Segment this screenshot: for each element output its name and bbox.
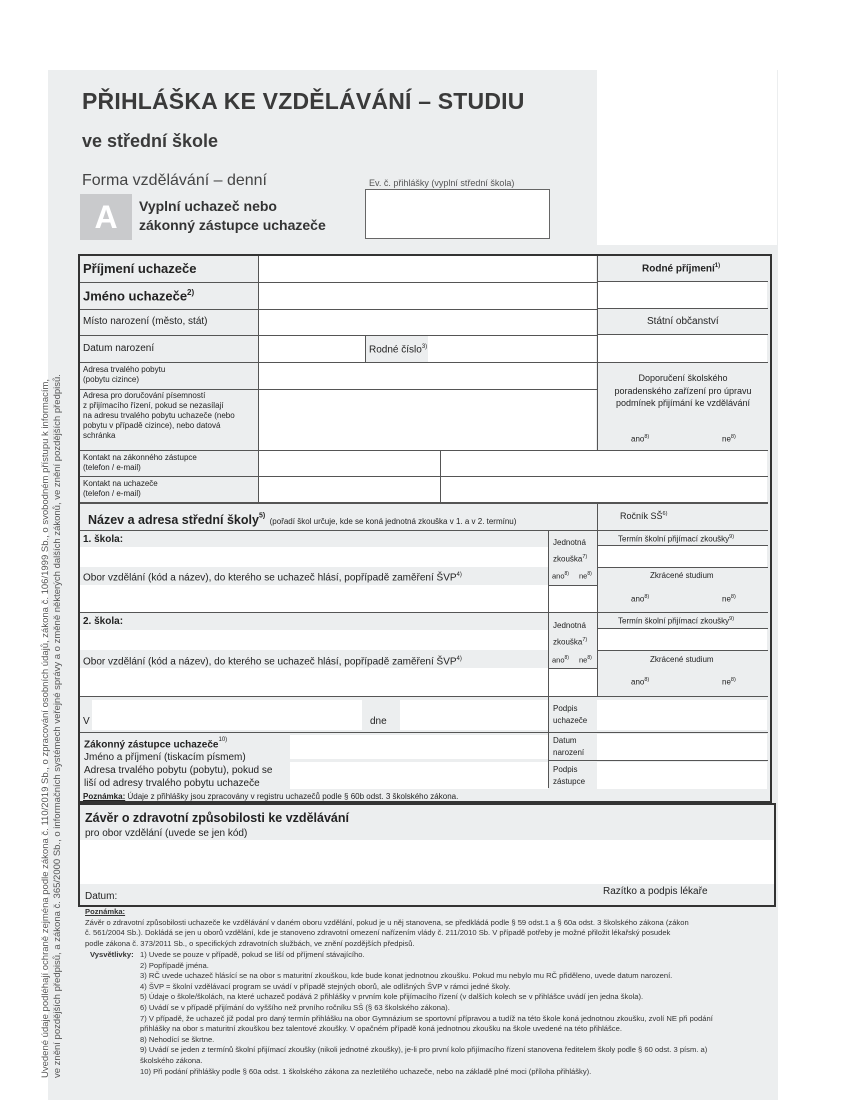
registry-note-text: Údaje z přihlášky jsou zpracovány v registru uchazečů podle § 60b odst. 3 školského zákona. [127, 792, 459, 801]
school2-input[interactable] [80, 630, 548, 650]
school1-joint-exam-label [553, 536, 587, 567]
ev-number-label: Ev. č. přihlášky (vyplní střední škola) [369, 178, 515, 188]
explanation-item: 8) Nehodící se škrtne. [140, 1034, 215, 1044]
footnote-ref: 3) [421, 344, 428, 350]
birth-number-label [369, 344, 427, 355]
ano-text: ano [631, 594, 645, 604]
explanations-list [140, 950, 780, 1077]
birth-number-text: Rodné číslo [369, 344, 422, 356]
footnote-ref: 8) [644, 434, 650, 440]
place-label: V [83, 716, 90, 727]
footnote-ref: 7) [582, 637, 588, 643]
row-divider [80, 282, 598, 283]
birthdate-input[interactable] [259, 336, 365, 362]
delivery-line4: pobytu v případě cizince), nebo datová [83, 421, 221, 430]
footnote-ref: 9) [729, 534, 735, 540]
rocnik-text: Ročník SŠ [620, 511, 663, 521]
school-order-note: (pořadí škol určuje, kde se koná jednotná zkouška v 1. a v 2. termínu) [269, 517, 517, 526]
joint-exam-line1: Jednotná [553, 538, 586, 547]
doctor-stamp-label: Razítko a podpis lékaře [603, 886, 708, 897]
ano-text: ano [631, 677, 645, 687]
recommendation-ano-option[interactable] [631, 432, 649, 445]
birthdate-line2: narození [553, 748, 585, 757]
vysvetlivky-label: Vysvětlivky: [90, 950, 134, 959]
row-divider [548, 760, 768, 761]
explanation-item: 10) Při podání přihlášky podle § 60a odst. 1 školského zákona za nezletilého uchazeče, nebo na základě plné moci (příloha přihlášky). [140, 1066, 592, 1076]
school2-joint-exam-label [553, 619, 587, 650]
birthplace-label: Místo narození (město, stát) [83, 316, 208, 327]
explanation-item: školského zákona. [140, 1055, 203, 1065]
school2-exam-date-label [618, 614, 734, 627]
footnote-ref: 8) [587, 655, 592, 661]
delivery-line5: schránka [83, 431, 116, 440]
contact-guardian-line2: (telefon / e-mail) [83, 463, 141, 472]
school1-shortened-study-label: Zkrácené studium [650, 571, 714, 580]
birth-surname-label [642, 263, 720, 274]
row-divider [80, 502, 768, 504]
side-note-line1: Uvedené údaje podléhají ochraně zejména podle zákona č. 110/2019 Sb., o zpracování osobních údajů, zákona č. 106/1999 Sb., o svobodném přístupu k informacím, [40, 378, 51, 1078]
joint-exam-line2: zkouška [553, 554, 583, 564]
obor2-input[interactable] [80, 668, 597, 696]
school2-shortened-study-label: Zkrácené studium [650, 655, 714, 664]
forma-vzdelavani: Forma vzdělávání – denní [82, 172, 267, 189]
citizenship-label: Státní občanství [647, 316, 719, 327]
signature-line2: uchazeče [553, 716, 588, 725]
rocnik-label [620, 511, 667, 521]
registry-note [83, 792, 458, 802]
footnote-ref: 8) [644, 677, 650, 683]
guardian-name-label: Jméno a příjmení (tiskacím písmem) [84, 752, 246, 764]
delivery-address-label [83, 391, 235, 441]
row-divider [598, 308, 768, 309]
birth-number-input[interactable] [428, 336, 596, 362]
permanent-address-line1: Adresa trvalého pobytu [83, 365, 166, 374]
col-divider [597, 503, 598, 696]
school1-shortened-ano[interactable] [631, 592, 649, 605]
footnote-ref: 2) [187, 288, 195, 297]
contact-guardian-input-2[interactable] [441, 451, 767, 476]
explanation-item: 3) RČ uvede uchazeč hlásící se na obor s maturitní zkouškou, kde bude konat jednotnou zkoušku. Pokud mu nebylo mu RČ přiděleno, uvede datum narození. [140, 971, 673, 981]
fill-by-line2: zákonný zástupce uchazeče [139, 217, 326, 233]
school1-joint-ne[interactable] [579, 570, 592, 581]
footnotes [85, 907, 775, 949]
citizenship-input[interactable] [598, 334, 767, 362]
footnote-ref: 1) [714, 263, 721, 269]
explanation-item: 5) Údaje o škole/školách, na které uchazeč podává 2 přihlášky v prvním kole přijímacího řízení (v dalších kolech se v přihlášce uvádí jen jedna škola). [140, 992, 644, 1002]
footnote-ref: 10) [218, 737, 228, 743]
explanation-item: 7) V případě, že uchazeč již podal pro daný termín přihlášku na obor Gymnázium se sportovní přípravou a tudíž na této škole koná jednotnou zkoušku, zvolí NE při podání [140, 1013, 713, 1023]
fill-by-note [139, 197, 369, 235]
side-note-line2: ve znění pozdějších předpisů, a zákona č. 365/2000 Sb., o informačních systémech veřejné správy a o změně některých dalších zákonů, ve znění pozdějších předpisů. [51, 374, 63, 1078]
school1-input[interactable] [80, 547, 548, 567]
place-input[interactable] [92, 700, 362, 730]
school1-exam-date-label [618, 532, 734, 545]
firstname-text: Jméno uchazeče [83, 288, 188, 304]
row-divider [80, 389, 598, 390]
row-divider [598, 650, 768, 651]
ano-text: ano [552, 571, 565, 581]
contact-guardian-label [83, 453, 197, 473]
guardian-address-input[interactable] [290, 762, 548, 789]
school1-joint-ano[interactable] [552, 570, 569, 581]
col-divider [548, 530, 549, 788]
footnote-ref: 8) [564, 571, 569, 577]
row-divider [80, 612, 768, 613]
footnote-ref: 8) [587, 571, 592, 577]
footnote-ref: 9) [729, 616, 735, 622]
side-legal-note [40, 288, 63, 1078]
guardian-signature-line1: Podpis [553, 765, 578, 774]
col-divider [597, 256, 598, 450]
explanation-item: 4) ŠVP = školní vzdělávací program se uvádí v případě stejných oborů, ale odlišných ŠVP v rámci jedné školy. [140, 981, 511, 991]
explanation-item: 9) Uvádí se jeden z termínů školní přijímací zkoušky (nikoli jednotné zkoušky), je-li pro první kolo přijímacího řízení stanovena ředitelem školy podle § 60 odst. 3 písm. a) [140, 1045, 708, 1055]
surname-label: Příjmení uchazeče [83, 261, 197, 276]
guardian-name-input[interactable] [290, 735, 548, 759]
date-label: dne [370, 716, 387, 727]
guardian-address-label: Adresa trvalého pobytu (pobytu), pokud se [84, 765, 273, 777]
guardian-signature-field[interactable] [597, 762, 767, 789]
birth-surname-text: Rodné příjmení [642, 263, 715, 275]
health-certificate-field[interactable] [80, 840, 774, 884]
row-divider [80, 732, 768, 733]
delivery-address-input[interactable] [259, 390, 596, 450]
guardian-signature-line2: zástupce [553, 777, 586, 786]
contact-guardian-input[interactable] [259, 451, 440, 476]
row-divider [598, 334, 768, 335]
fill-by-line1: Vyplní uchazeč nebo [139, 198, 277, 214]
joint-exam-line2: zkouška [553, 637, 583, 647]
footnote-ref: 4) [456, 656, 462, 662]
permanent-address-line2: (pobytu cizince) [83, 375, 140, 384]
ne-text: ne [579, 655, 588, 665]
school1-shortened-ne[interactable] [722, 592, 736, 605]
school2-obor-label [83, 656, 462, 667]
birthdate-label: Datum narození [83, 343, 155, 354]
birth-surname-input[interactable] [598, 281, 767, 308]
guardian-signature-label [553, 764, 585, 788]
firstname-input[interactable] [259, 283, 596, 309]
ne-text: ne [722, 434, 731, 444]
row-divider [598, 545, 768, 546]
footnote-ref: 8) [564, 655, 569, 661]
row-divider [80, 450, 768, 451]
birthplace-input[interactable] [259, 310, 596, 335]
school-name-header [88, 511, 516, 529]
school1-label: 1. škola: [83, 534, 124, 545]
row-divider [80, 335, 598, 336]
obor-text: Obor vzdělání (kód a název), do kterého se uchazeč hlásí, popřípadě zaměření ŠVP [83, 572, 457, 584]
termin1-input[interactable] [598, 545, 767, 567]
row-divider [548, 585, 598, 586]
explanation-item: přihlášky na obor s maturitní zkouškou bez talentové zkoušky. V opačném případě koná jednotnou zkoušku na škole uvedené na této přihlášce. [140, 1024, 622, 1034]
school2-shortened-ne[interactable] [722, 675, 736, 688]
footnote-ref: 8) [730, 594, 736, 600]
row-divider [598, 567, 768, 568]
explanation-item: 6) Uvádí se v případě přijímání do vyššího než prvního ročníku SŠ (§ 63 školského zákona). [140, 1002, 450, 1012]
guardian-section [84, 735, 272, 790]
contact-applicant-input[interactable] [259, 477, 440, 502]
footnote-ref: 4) [456, 572, 462, 578]
row-divider [80, 309, 598, 310]
guardian-title: Zákonný zástupce uchazeče [84, 739, 219, 751]
row-divider [548, 668, 598, 669]
footnote-ref: 7) [582, 554, 588, 560]
applicant-signature-field[interactable] [597, 700, 767, 730]
ne-text: ne [722, 677, 731, 687]
surname-input[interactable] [259, 256, 596, 282]
row-divider [598, 628, 768, 629]
guardian-address-label-2: liší od adresy trvalého pobytu uchazeče [84, 778, 260, 790]
registry-note-label: Poznámka: [83, 792, 126, 801]
school1-obor-label [83, 572, 462, 583]
ano-text: ano [552, 655, 565, 665]
section-letter-badge: A [80, 194, 132, 240]
school-name-title: Název a adresa střední školy [88, 513, 259, 527]
obor1-input[interactable] [80, 585, 597, 612]
ev-number-field[interactable] [365, 189, 550, 239]
photo-area [597, 70, 777, 245]
footnote-ref: 8) [730, 677, 736, 683]
school2-shortened-ano[interactable] [631, 675, 649, 688]
contact-guardian-line1: Kontakt na zákonného zástupce [83, 453, 197, 462]
form-title: PŘIHLÁŠKA KE VZDĚLÁVÁNÍ – STUDIU [82, 88, 525, 114]
ne-text: ne [579, 571, 588, 581]
obor-text: Obor vzdělání (kód a název), do kterého se uchazeč hlásí, popřípadě zaměření ŠVP [83, 656, 457, 668]
exam-date-text: Termín školní přijímací zkoušky [618, 616, 730, 626]
footnote-paragraph: podle zákona č. 373/2011 Sb., o specifických zdravotních službách, ve znění pozdějších předpisů. [85, 938, 415, 948]
explanation-item: 1) Uvede se pouze v případě, pokud se liší od příjmení stávajícího. [140, 950, 365, 959]
health-title: Závěr o zdravotní způsobilosti ke vzdělávání [85, 811, 349, 825]
contact-applicant-line1: Kontakt na uchazeče [83, 479, 158, 488]
ano-text: ano [631, 434, 645, 444]
footnote-ref: 6) [662, 511, 668, 517]
recommendation-line1: Doporučení školského [638, 373, 728, 383]
school2-joint-ne[interactable] [579, 654, 592, 665]
col-divider [440, 451, 441, 502]
exam-date-text: Termín školní přijímací zkoušky [618, 534, 730, 544]
health-date-label: Datum: [85, 891, 118, 902]
footnote-ref: 8) [644, 594, 650, 600]
footnote-paragraph: č. 561/2004 Sb.). Dokládá se jen u oborů vzdělání, kde je stanoveno zdravotní omezení nařízením vlády č. 211/2010 Sb. V případě potřeby je možné přiložit lékařský posudek [85, 928, 671, 938]
footnote-ref: 8) [730, 434, 736, 440]
counselling-recommendation-label [600, 372, 766, 410]
guardian-birthdate-label [553, 735, 584, 759]
date-input[interactable] [400, 700, 548, 730]
footnote-paragraph: Závěr o zdravotní způsobilosti uchazeče ke vzdělávání v daném oboru vzdělání, pokud je u něj stanovena, se předkládá podle § 59 odst.1 a § 60a odst. 3 školského zákona (zákon [85, 917, 689, 927]
contact-applicant-label [83, 479, 158, 499]
delivery-line3: na adresu trvalého pobytu uchazeče (nebo [83, 411, 235, 420]
col-divider [365, 336, 366, 362]
contact-applicant-input-2[interactable] [441, 477, 767, 502]
birthdate-line1: Datum [553, 736, 577, 745]
school2-joint-ano[interactable] [552, 654, 569, 665]
school2-label: 2. škola: [83, 616, 124, 627]
form-subtitle: ve střední škole [82, 131, 219, 151]
permanent-address-input[interactable] [259, 363, 596, 389]
row-divider [598, 281, 768, 282]
guardian-birthdate-input[interactable] [597, 734, 767, 760]
termin2-input[interactable] [598, 628, 767, 650]
permanent-address-label [83, 365, 165, 385]
recommendation-line2: poradenského zařízení pro úpravu [614, 385, 752, 396]
footnote-ref: 5) [258, 512, 266, 520]
recommendation-line3: podmínek přijímání ke vzdělávání [615, 398, 751, 408]
ne-text: ne [722, 594, 731, 604]
firstname-label [83, 288, 194, 303]
footnotes-label: Poznámka: [85, 907, 126, 916]
delivery-line1: Adresa pro doručování písemností [83, 391, 206, 400]
col-divider [258, 256, 259, 502]
joint-exam-line1: Jednotná [553, 621, 586, 630]
applicant-signature-label [553, 703, 587, 727]
recommendation-ne-option[interactable] [722, 432, 736, 445]
health-subtitle: pro obor vzdělání (uvede se jen kód) [85, 828, 248, 839]
row-divider [80, 362, 768, 363]
row-divider [80, 530, 768, 531]
signature-line1: Podpis [553, 704, 578, 713]
explanation-item: 2) Popřípadě jména. [140, 960, 209, 970]
delivery-line2: z přijímacího řízení, pokud se nezasílají [83, 401, 224, 410]
row-divider [80, 476, 768, 477]
row-divider [80, 696, 768, 697]
contact-applicant-line2: (telefon / e-mail) [83, 489, 141, 498]
